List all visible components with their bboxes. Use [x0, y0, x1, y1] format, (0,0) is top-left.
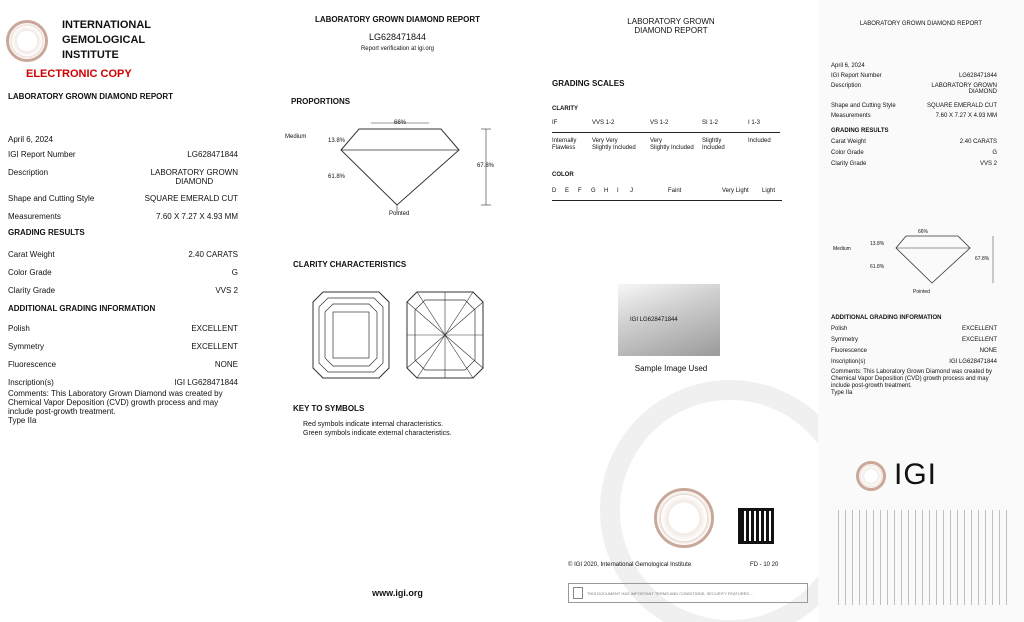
- comments: Comments: This Laboratory Grown Diamond was created by Chemical Vapor Deposition (CVD) growth process and may include post-growth treatment. Type IIa: [8, 389, 223, 425]
- right-panel: [540, 0, 818, 622]
- igi-seal-icon: [856, 461, 886, 491]
- grading-scales-title: GRADING SCALES: [552, 79, 625, 88]
- field-row: Shape and Cutting Style SQUARE EMERALD CUT: [8, 194, 238, 203]
- report-title-far: LABORATORY GROWN DIAMOND REPORT: [859, 21, 983, 27]
- prop-crown-far: 13.8%: [870, 241, 885, 247]
- grading-row: Color Grade G: [8, 268, 238, 277]
- igi-seal-icon: [654, 488, 714, 548]
- report-title-middle: LABORATORY GROWN DIAMOND REPORT: [314, 15, 481, 24]
- grading-results-title-far: GRADING RESULTS: [831, 128, 889, 134]
- website-link[interactable]: www.igi.org: [372, 588, 423, 598]
- color-scale-title: COLOR: [552, 172, 574, 178]
- copyright: © IGI 2020, International Gemological Institute: [568, 562, 692, 568]
- additional-row: Fluorescence NONE: [8, 360, 238, 369]
- additional-row: Symmetry EXCELLENT: [8, 342, 238, 351]
- prop-girdle: Medium: [285, 134, 307, 140]
- report-date: April 6, 2024: [8, 135, 53, 144]
- additional-fields: [8, 324, 238, 392]
- prop-table-far: 66%: [918, 229, 929, 235]
- proportions-diagram: [281, 115, 511, 225]
- igi-seal-icon: [6, 20, 48, 62]
- grading-results-title: GRADING RESULTS: [8, 228, 85, 237]
- sample-inscription: IGI LG628471844: [630, 317, 678, 323]
- clarity-characteristics-title: CLARITY CHARACTERISTICS: [293, 260, 407, 269]
- electronic-copy-label: ELECTRONIC COPY: [26, 68, 132, 80]
- grading-row: Carat Weight 2.40 CARATS: [831, 139, 997, 145]
- field-row: Description LABORATORY GROWN DIAMOND: [831, 83, 997, 95]
- additional-row: Fluorescence NONE: [831, 348, 997, 354]
- comments-far: Comments: This Laboratory Grown Diamond was created by Chemical Vapor Deposition (CVD) growth process and may include post-growth treatment. Type IIa: [831, 369, 992, 396]
- additional-title-far: ADDITIONAL GRADING INFORMATION: [831, 315, 942, 321]
- institute-name: INTERNATIONAL GEMOLOGICAL INSTITUTE: [62, 19, 152, 61]
- proportions-diagram-far: [858, 228, 1008, 298]
- far-fields: [831, 73, 997, 124]
- field-row: Measurements 7.60 X 7.27 X 4.93 MM: [8, 212, 238, 221]
- qr-code-icon[interactable]: [738, 508, 774, 544]
- igi-logo: IGI: [894, 458, 938, 491]
- key-to-symbols-title: KEY TO SYMBOLS: [293, 404, 365, 413]
- additional-row: Symmetry EXCELLENT: [831, 337, 997, 343]
- far-grading: [831, 139, 997, 172]
- prop-culet: Pointed: [389, 211, 410, 217]
- additional-row: Polish EXCELLENT: [8, 324, 238, 333]
- far-panel: [818, 0, 1024, 622]
- field-row: Measurements 7.60 X 7.27 X 4.93 MM: [831, 113, 997, 119]
- sample-caption: Sample Image Used: [634, 364, 708, 373]
- grading-row: Clarity Grade VVS 2: [8, 286, 238, 295]
- document-icon: [573, 587, 583, 599]
- prop-depth-far: 67.8%: [975, 256, 990, 262]
- far-additional: [831, 326, 997, 369]
- grading-row: Carat Weight 2.40 CARATS: [8, 250, 238, 259]
- prop-culet-far: Pointed: [913, 289, 930, 295]
- report-fields: [8, 150, 238, 230]
- report-date-far: April 6, 2024: [831, 63, 865, 69]
- field-row: IGI Report Number LG628471844: [8, 150, 238, 159]
- clarity-plot-crown: [311, 290, 391, 380]
- verify-text: Report verification at igi.org: [360, 46, 435, 52]
- prop-table: 66%: [394, 120, 407, 126]
- clarity-plot-pavilion: [405, 290, 485, 380]
- middle-panel: [255, 0, 540, 622]
- prop-crown: 13.8%: [328, 138, 346, 144]
- left-panel: [0, 0, 255, 622]
- key-lines: Red symbols indicate internal characteristics. Green symbols indicate external characteristics.: [303, 421, 452, 437]
- report-title-right: LABORATORY GROWN DIAMOND REPORT: [627, 17, 715, 35]
- field-row: IGI Report Number LG628471844: [831, 73, 997, 79]
- color-scale: D E F G H I J Faint Very Light Light: [552, 188, 782, 201]
- additional-title: ADDITIONAL GRADING INFORMATION: [8, 304, 156, 313]
- prop-pavilion: 61.8%: [328, 174, 346, 180]
- report-number-middle: LG628471844: [368, 32, 427, 42]
- additional-row: Inscription(s) IGI LG628471844: [8, 378, 238, 387]
- prop-girdle-far: Medium: [833, 246, 851, 252]
- field-row: Description LABORATORY GROWN DIAMOND: [8, 168, 238, 186]
- prop-pavilion-far: 61.8%: [870, 264, 885, 270]
- field-row: Shape and Cutting Style SQUARE EMERALD CUT: [831, 103, 997, 109]
- disclaimer-bar: THIS DOCUMENT HAS IMPORTANT TERMS AND CONDITIONS, SECURITY FEATURES ...: [568, 583, 808, 603]
- prop-depth: 67.8%: [477, 163, 495, 169]
- grading-fields: [8, 250, 238, 304]
- grading-row: Color Grade G: [831, 150, 997, 156]
- clarity-scale-title: CLARITY: [552, 106, 578, 112]
- rotated-summary-icon: [838, 510, 1008, 605]
- grading-row: Clarity Grade VVS 2: [831, 161, 997, 167]
- clarity-scale: IF VVS 1-2 VS 1-2 SI 1-2 I 1-3 Internally Flawless Very Very Slightly Included Very Slightly Included Slightly Included Included: [552, 120, 780, 152]
- proportions-title: PROPORTIONS: [291, 97, 351, 106]
- form-code: FD - 10 20: [750, 562, 779, 568]
- additional-row: Polish EXCELLENT: [831, 326, 997, 332]
- report-title: LABORATORY GROWN DIAMOND REPORT: [8, 92, 174, 101]
- additional-row: Inscription(s) IGI LG628471844: [831, 359, 997, 365]
